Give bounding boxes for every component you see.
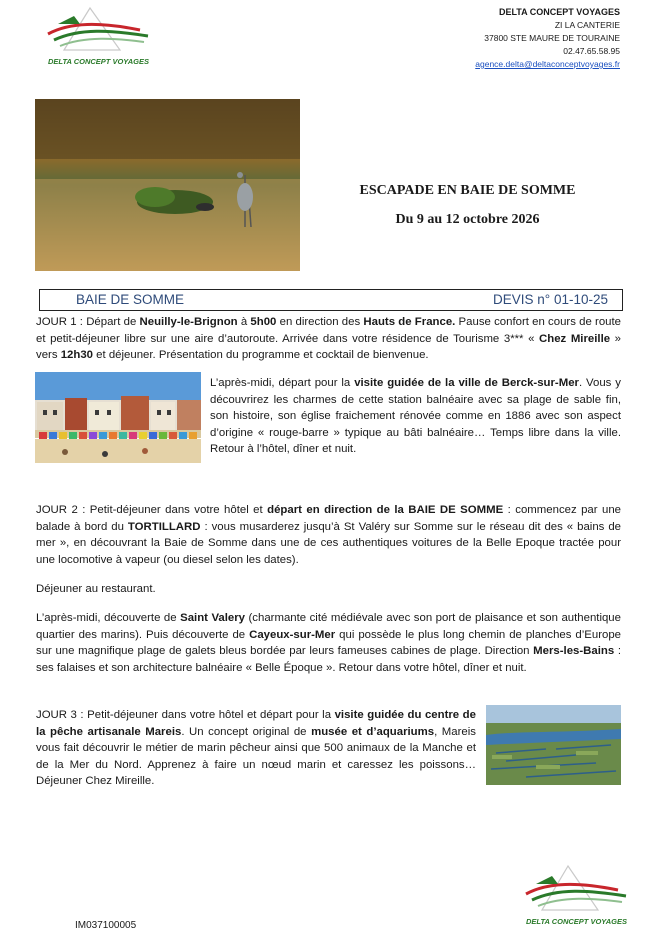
day3-bold: musée et d’aquariums <box>311 725 435 738</box>
day1-text: » vers <box>36 332 622 362</box>
day1-text: en direction des <box>276 316 364 328</box>
heron-photo <box>35 99 300 271</box>
trip-title <box>305 183 630 241</box>
agency-name: DELTA CONCEPT VOYAGES <box>498 7 620 17</box>
agency-info <box>475 6 620 71</box>
footer-logo-text: DELTA CONCEPT VOYAGES <box>526 917 627 926</box>
day2-afternoon <box>36 610 621 676</box>
day3-text: . Un concept original de <box>181 725 312 738</box>
day2-text: : Petit-déjeuner dans votre hôtel et <box>77 504 268 516</box>
quote-banner <box>39 289 623 311</box>
day2-text: : commencez par une balade à bord du <box>36 504 622 533</box>
day3-text: , Mareis vous fait découvrir le métier de marin pêcheur ainsi que 500 animaux de la Manche et de la Mer du Nord. Apprenez à faire un nœud marin et caressez les poissons… Déjeuner Chez Mireille. <box>36 725 476 788</box>
day1-text: Pause confort en cours de route et petit-déjeuner libre sur une aire d’autoroute. Arrivée dans votre résidence de Tourisme 3*** « <box>36 316 621 345</box>
day2-lunch <box>36 581 621 598</box>
email-link[interactable]: agence.delta@deltaconceptvoyages.fr <box>475 59 620 69</box>
day1-pm-text: L’après-midi, départ pour la <box>210 377 355 389</box>
day1-label: JOUR 1 : <box>36 316 83 328</box>
day3-bold: visite guidée du centre de la pêche artisanale Mareis <box>36 709 476 738</box>
day2-pm-text: : ses falaises et son architecture balnéaire « Belle Époque ». Retour dans votre hôtel, dîner et nuit. <box>36 645 621 674</box>
day2-bold: départ en direction de la BAIE DE SOMME <box>267 504 504 516</box>
logo-graphic <box>40 4 160 56</box>
berck-photo <box>35 372 201 463</box>
day1-pm-bold: visite guidée de la ville de Berck-sur-Mer <box>354 377 579 389</box>
day2-bold: TORTILLARD <box>127 520 201 533</box>
marsh-aerial-photo <box>486 705 621 785</box>
day1-morning <box>36 314 621 364</box>
trip-title-line-1: ESCAPADE EN BAIE DE SOMME <box>359 183 576 198</box>
address-line-1: ZI LA CANTERIE <box>554 20 620 30</box>
address-line-2: 37800 STE MAURE DE TOURAINE <box>484 33 620 43</box>
day1-pm-text: . Vous y découvrirez les charmes de cette station balnéaire avec sa plage de sable fin, son histoire, son église fraichement rénovée comme en 1886 avec son aspect d’origine « rouge-barre » typique au bâti balnéaire… Temps libre dans la ville. Retour à l’hôtel, dîner et nuit. <box>210 377 621 456</box>
day3-text: Petit-déjeuner dans votre hôtel et départ pour la <box>83 709 335 721</box>
footer-logo-graphic <box>518 862 638 916</box>
footer-logo <box>518 862 638 928</box>
day2-pm-bold: Mers-les-Bains <box>533 645 615 658</box>
agency-logo <box>40 4 160 68</box>
trip-dates: Du 9 au 12 octobre 2026 <box>395 212 540 227</box>
day2-pm-bold: Saint Valery <box>180 612 246 624</box>
day1-afternoon <box>210 375 621 458</box>
day2-text: : vous musarderez jusqu’à St Valéry sur Somme sur le réseau dit des « bains de mer », en découvrant la Baie de Somme dans une de ces authentiques voitures de la Belle Epoque tractée pour une locomotive à vapeur (ou diesel selon les dates). <box>36 520 621 566</box>
day3-label: JOUR 3 : <box>36 709 84 721</box>
day1-bold: 12h30 <box>60 349 93 362</box>
day2-morning <box>36 502 621 568</box>
logo-text: DELTA CONCEPT VOYAGES <box>48 57 149 66</box>
day2-lunch-text: Déjeuner au restaurant. <box>36 583 156 595</box>
banner-destination: BAIE DE SOMME <box>76 292 185 307</box>
banner-quote-number: DEVIS n° 01-10-25 <box>493 292 608 307</box>
day2-pm-text: L’après-midi, découverte de <box>36 612 181 624</box>
phone-number: 02.47.65.58.95 <box>563 46 620 56</box>
day3-paragraph <box>36 707 476 790</box>
document-reference: IM037100005 <box>75 920 137 931</box>
day2-pm-bold: Cayeux-sur-Mer <box>249 628 336 641</box>
day1-text: à <box>237 316 251 328</box>
day1-bold: Chez Mireille <box>539 332 611 345</box>
day1-bold: Hauts de France. <box>363 316 456 328</box>
day2-label: JOUR 2 <box>36 504 78 516</box>
day1-bold: 5h00 <box>250 316 277 328</box>
day1-text: et déjeuner. Présentation du programme et cocktail de bienvenue. <box>93 349 429 362</box>
day1-text: Départ de <box>82 316 140 328</box>
day2-pm-text: (charmante cité médiévale avec son port de plaisance et son authentique quartier des marins). Puis découverte de <box>36 612 621 641</box>
day2-pm-text: qui possède le plus long chemin de planches d’Europe sur une magnifique plage de galets bleus bordée par leurs fameuses cabines de plage. Direction <box>36 628 621 658</box>
day1-bold: Neuilly-le-Brignon <box>139 316 238 328</box>
